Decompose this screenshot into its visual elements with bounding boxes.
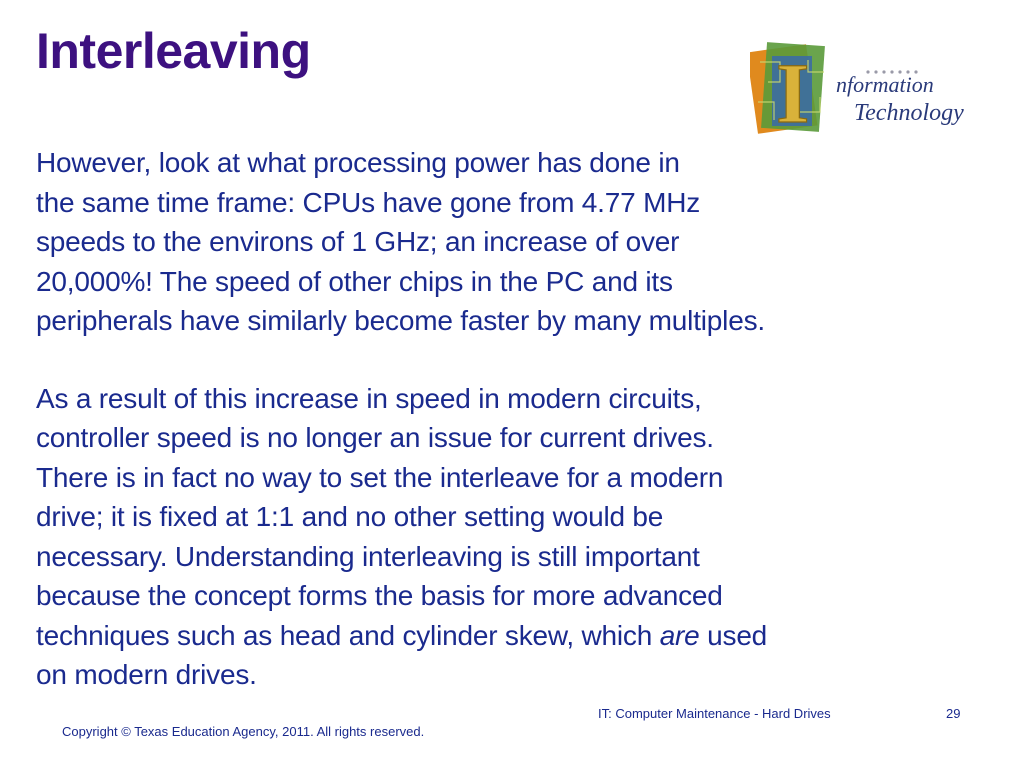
slide-body <box>36 143 936 695</box>
information-technology-logo <box>750 42 968 138</box>
slide-title: Interleaving <box>36 23 311 79</box>
body-paragraph-2 <box>36 379 936 695</box>
emphasis-are: are <box>659 619 700 651</box>
paragraph-2-text-start: As a result of this increase in speed in modern circuits, controller speed is no longer an issue for current drives. There is in fact no way to set the interleave for a modern drive; it is fixed at 1:1 and no other setting would be necessary. Understanding interleaving is still important because the concept forms the basis for more advanced techniques such as head and cylinder skew, which <box>36 382 724 651</box>
paragraph-2-text-end: used on modern drives. <box>36 619 768 690</box>
footer-course-title: IT: Computer Maintenance - Hard Drives <box>598 706 831 721</box>
svg-text:I: I <box>776 45 810 138</box>
copyright-notice: Copyright © Texas Education Agency, 2011. All rights reserved. <box>62 724 425 739</box>
body-paragraph-1: However, look at what processing power has done in the same time frame: CPUs have gone from 4.77 MHz speeds to the environs of 1 GHz; an increase of over 20,000%! The speed of other chips in the PC and its peripherals have similarly become faster by many multiples. <box>36 147 765 336</box>
page-number: 29 <box>946 706 961 721</box>
svg-text:Technology: Technology <box>854 100 964 126</box>
svg-text:nformation: nformation <box>836 72 934 97</box>
